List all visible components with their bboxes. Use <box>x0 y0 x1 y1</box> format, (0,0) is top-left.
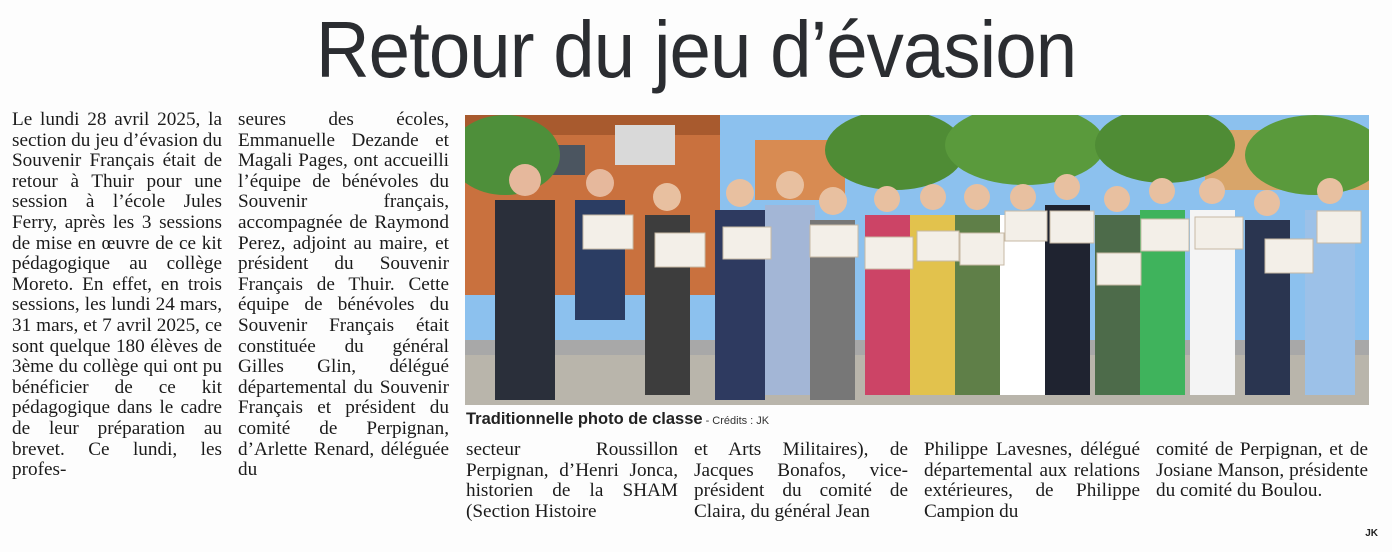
article-text: et Arts Militaires), de Jacques Bonafos, vice-président du comité de Claira, du général Jean <box>694 439 908 522</box>
article-text: Philippe Lavesnes, délégué départemental aux relations extérieures, de Philippe Campion du <box>924 439 1140 522</box>
article-text: secteur Roussillon Perpignan, d’Henri Jonca, historien de la SHAM (Section Histoire <box>466 439 678 522</box>
article-text: Le lundi 28 avril 2025, la section du jeu d’évasion du Souvenir Français était de retour à Thuir pour une session à l’école Jules Ferry, après les 3 sessions de mise en œuvre de ce kit pédagogique au collège Moreto. En effet, en trois sessions, les lundi 24 mars, 31 mars, et 7 avril 2025, ce sont quelque 180 élèves de 3ème du collège qui ont pu bénéficier de ce kit pédagogique dans le cadre de leur préparation au brevet. Ce lundi, les profes- <box>12 109 222 481</box>
article-column-4 <box>694 440 908 522</box>
headline: Retour du jeu d’évasion <box>315 5 1077 94</box>
class-photo <box>465 115 1369 405</box>
article-text: seures des écoles, Emmanuelle Dezande et Magali Pages, ont accueilli l’équipe de bénévoles du Souvenir français, accompagnée de Raymond Perez, adjoint au maire, et président du Souvenir Français de Thuir. Cette équipe de bénévoles du Souvenir Français était constituée du général Gilles Glin, délégué départemental du Souvenir Français et président du comité de Perpignan, d’Arlette Renard, déléguée du <box>238 109 449 481</box>
photo-caption <box>466 410 769 429</box>
caption-text: Traditionnelle photo de classe <box>466 410 703 428</box>
author-signature: JK <box>1365 528 1378 539</box>
article-column-2 <box>238 110 449 481</box>
article-column-3 <box>466 440 678 522</box>
photo-credit: - Crédits : JK <box>705 415 770 427</box>
article-text: comité de Perpignan, et de Josiane Manson, présidente du comité du Boulou. <box>1156 439 1368 502</box>
article-column-6 <box>1156 440 1368 502</box>
article-column-5 <box>924 440 1140 522</box>
article-column-1 <box>12 110 222 481</box>
